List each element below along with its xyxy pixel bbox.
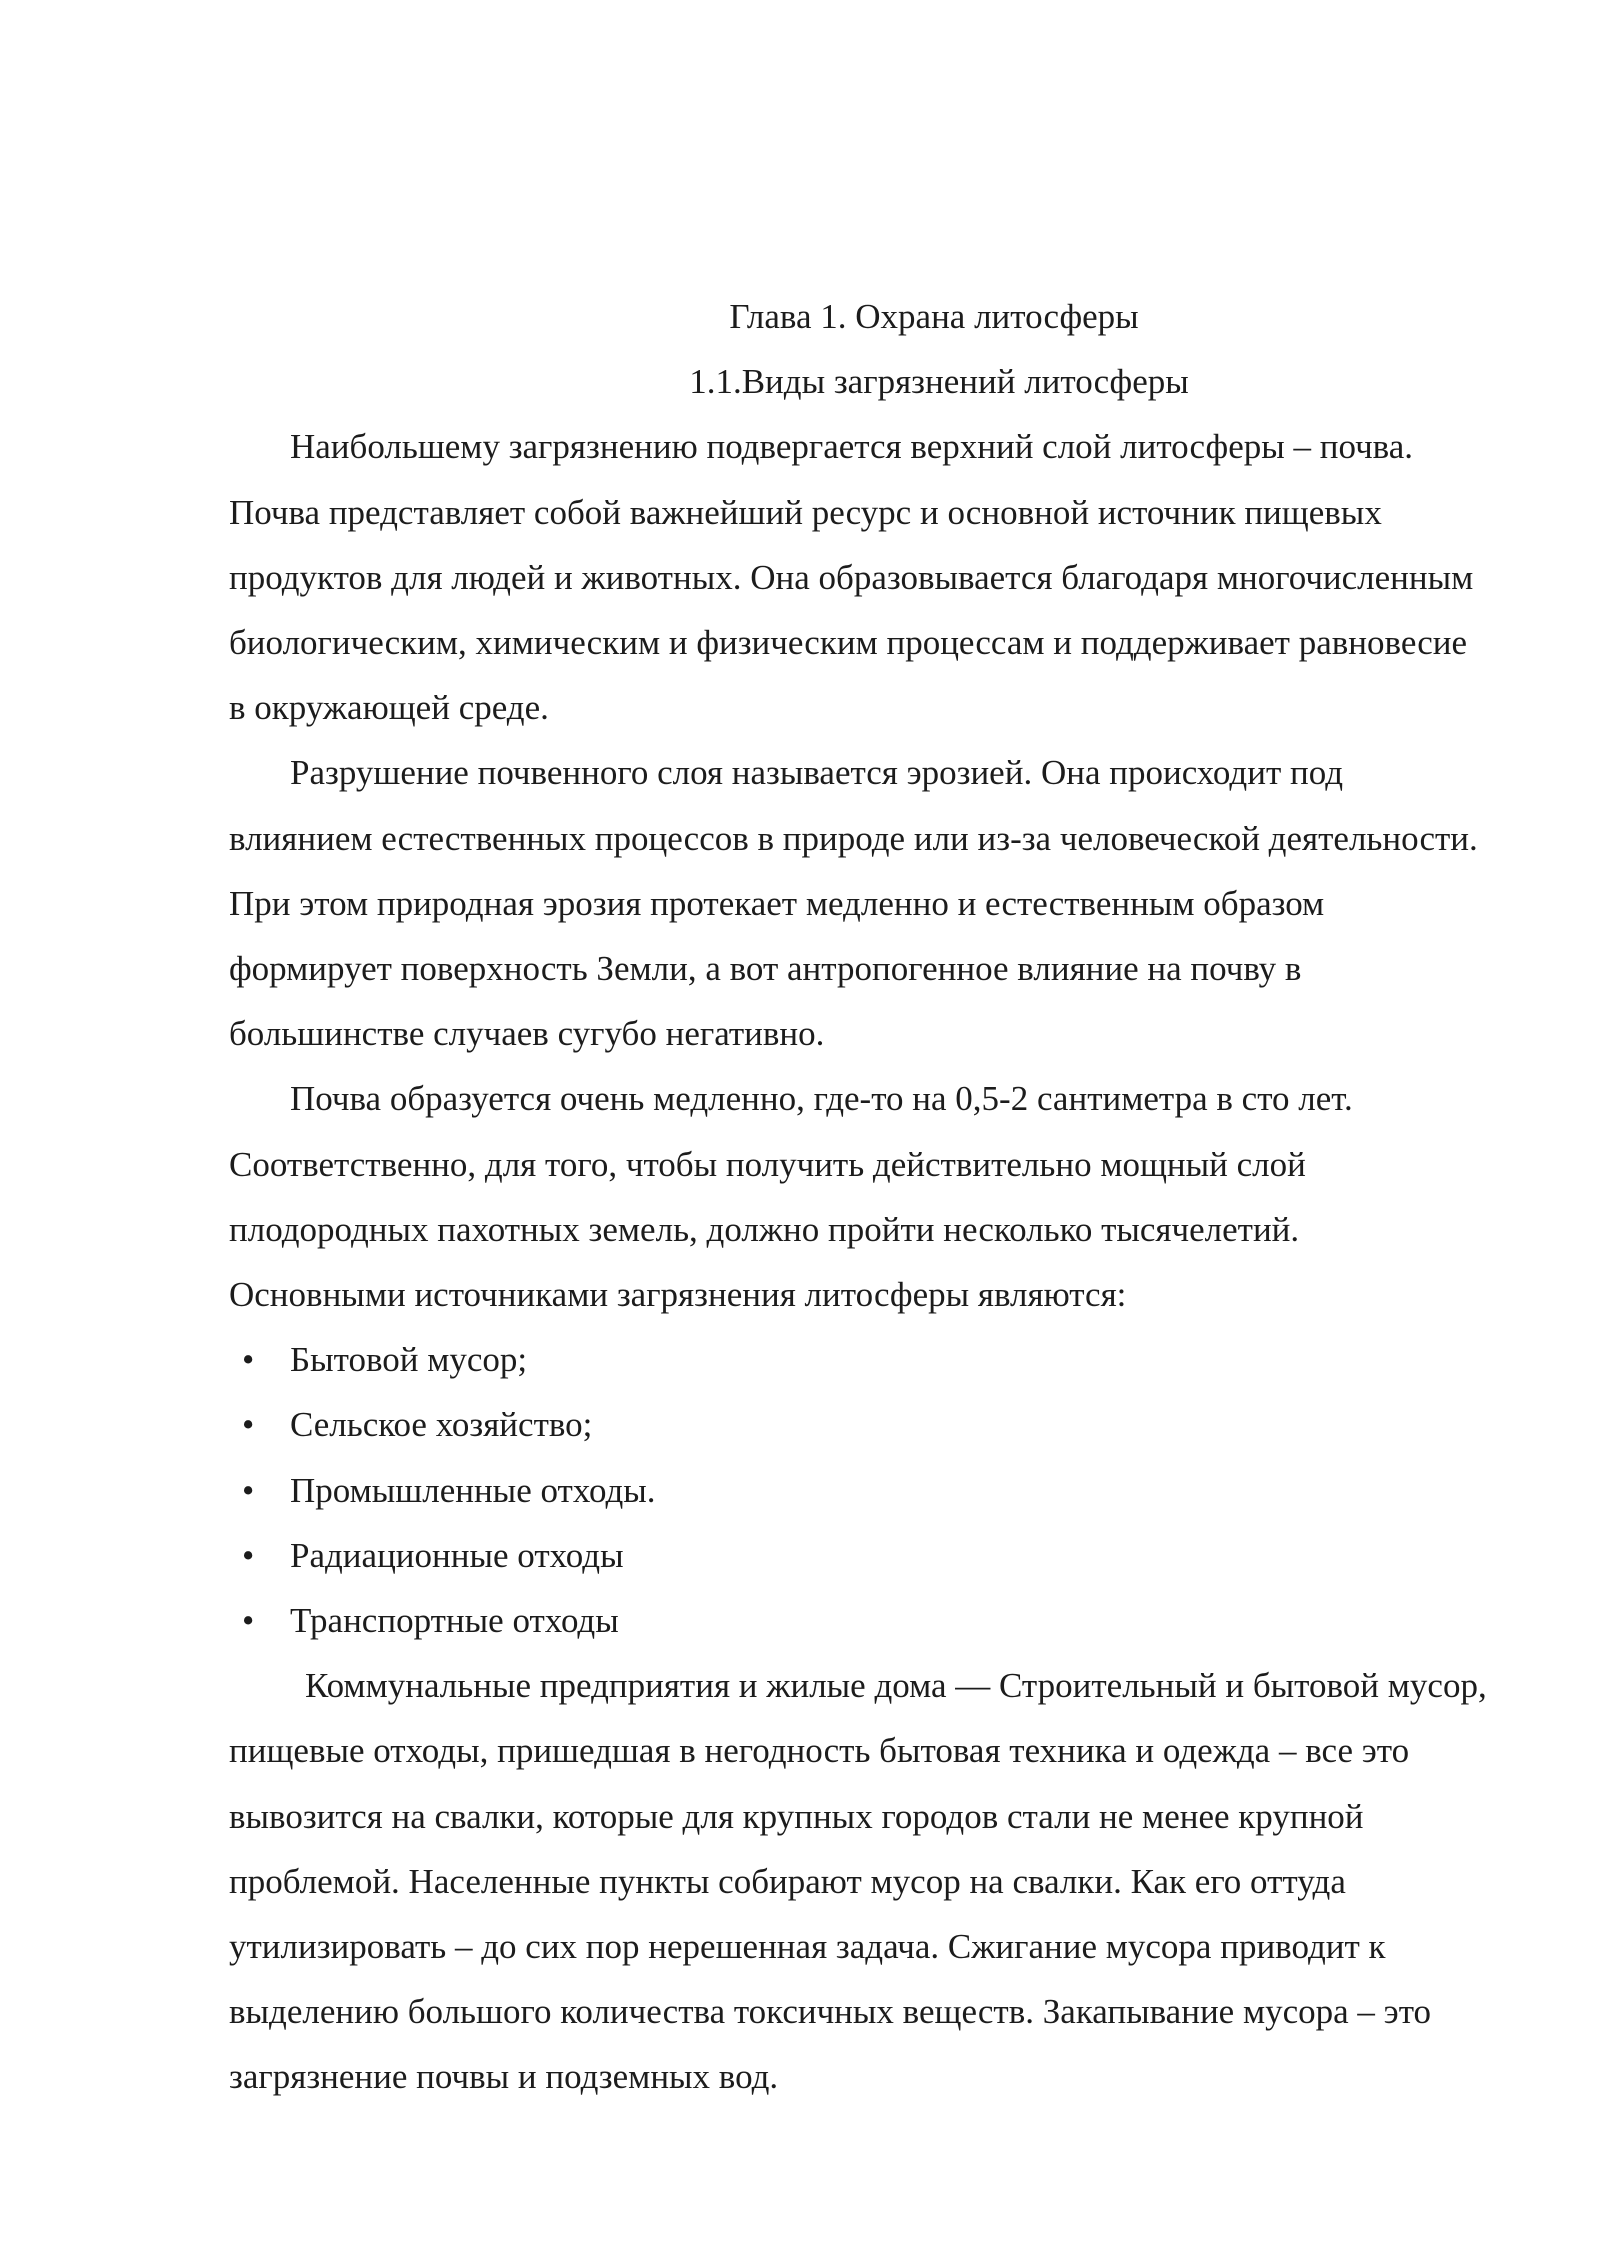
list-item [229, 1392, 1489, 1457]
bullet-icon: • [242, 1340, 255, 1380]
bullet-icon: • [242, 1405, 255, 1445]
list-item-text: Промышленные отходы. [290, 1470, 656, 1510]
bullet-icon: • [242, 1601, 255, 1641]
list-item [229, 1327, 1489, 1392]
list-intro: Основными источниками загрязнения литосферы являются: [229, 1275, 1127, 1315]
bullet-icon: • [242, 1535, 255, 1575]
section-title: 1.1.Виды загрязнений литосферы [689, 362, 1189, 402]
chapter-title: Глава 1. Охрана литосферы [729, 297, 1139, 336]
page-content [229, 284, 1489, 2110]
list-item [229, 1588, 1489, 1653]
list-item [229, 1458, 1489, 1523]
list-item-text: Радиационные отходы [290, 1535, 624, 1575]
list-item-text: Сельское хозяйство; [290, 1405, 593, 1445]
pollution-sources-list [229, 1327, 1489, 1653]
bullet-icon: • [242, 1470, 255, 1510]
paragraph-formation: Почва образуется очень медленно, где-то на 0,5-2 сантиметра в сто лет. Соответственно, для того, чтобы получить действительно мощный слой плодородных пахотных земель, должно пройти несколько тысячелетий. [229, 1079, 1353, 1249]
list-item [229, 1523, 1489, 1588]
paragraph-soil: Наибольшему загрязнению подвергается верхний слой литосферы – почва. Почва представляет собой важнейший ресурс и основной источник пищевых продуктов для людей и животных. Она образовывается благодаря многочисленным биологическим, химическим и физическим процессам и поддерживает равновесие в окружающей среде. [229, 427, 1474, 728]
paragraph-erosion: Разрушение почвенного слоя называется эрозией. Она происходит под влиянием естественных процессов в природе или из-за человеческой деятельности. При этом природная эрозия протекает медленно и естественным образом формирует поверхность Земли, а вот антропогенное влияние на почву в большинстве случаев сугубо негативно. [229, 753, 1478, 1054]
list-item-text: Бытовой мусор; [290, 1340, 528, 1380]
paragraph-municipal-waste: Коммунальные предприятия и жилые дома — Строительный и бытовой мусор, пищевые отходы, пришедшая в негодность бытовая техника и одежда – все это вывозится на свалки, которые для крупных городов стали не менее крупной проблемой. Населенные пункты собирают мусор на свалки. Как его оттуда утилизировать – до сих пор нерешенная задача. Сжигание мусора приводит к выделению большого количества токсичных веществ. Закапывание мусора – это загрязнение почвы и подземных вод. [229, 1666, 1487, 2097]
list-item-text: Транспортные отходы [290, 1601, 619, 1641]
